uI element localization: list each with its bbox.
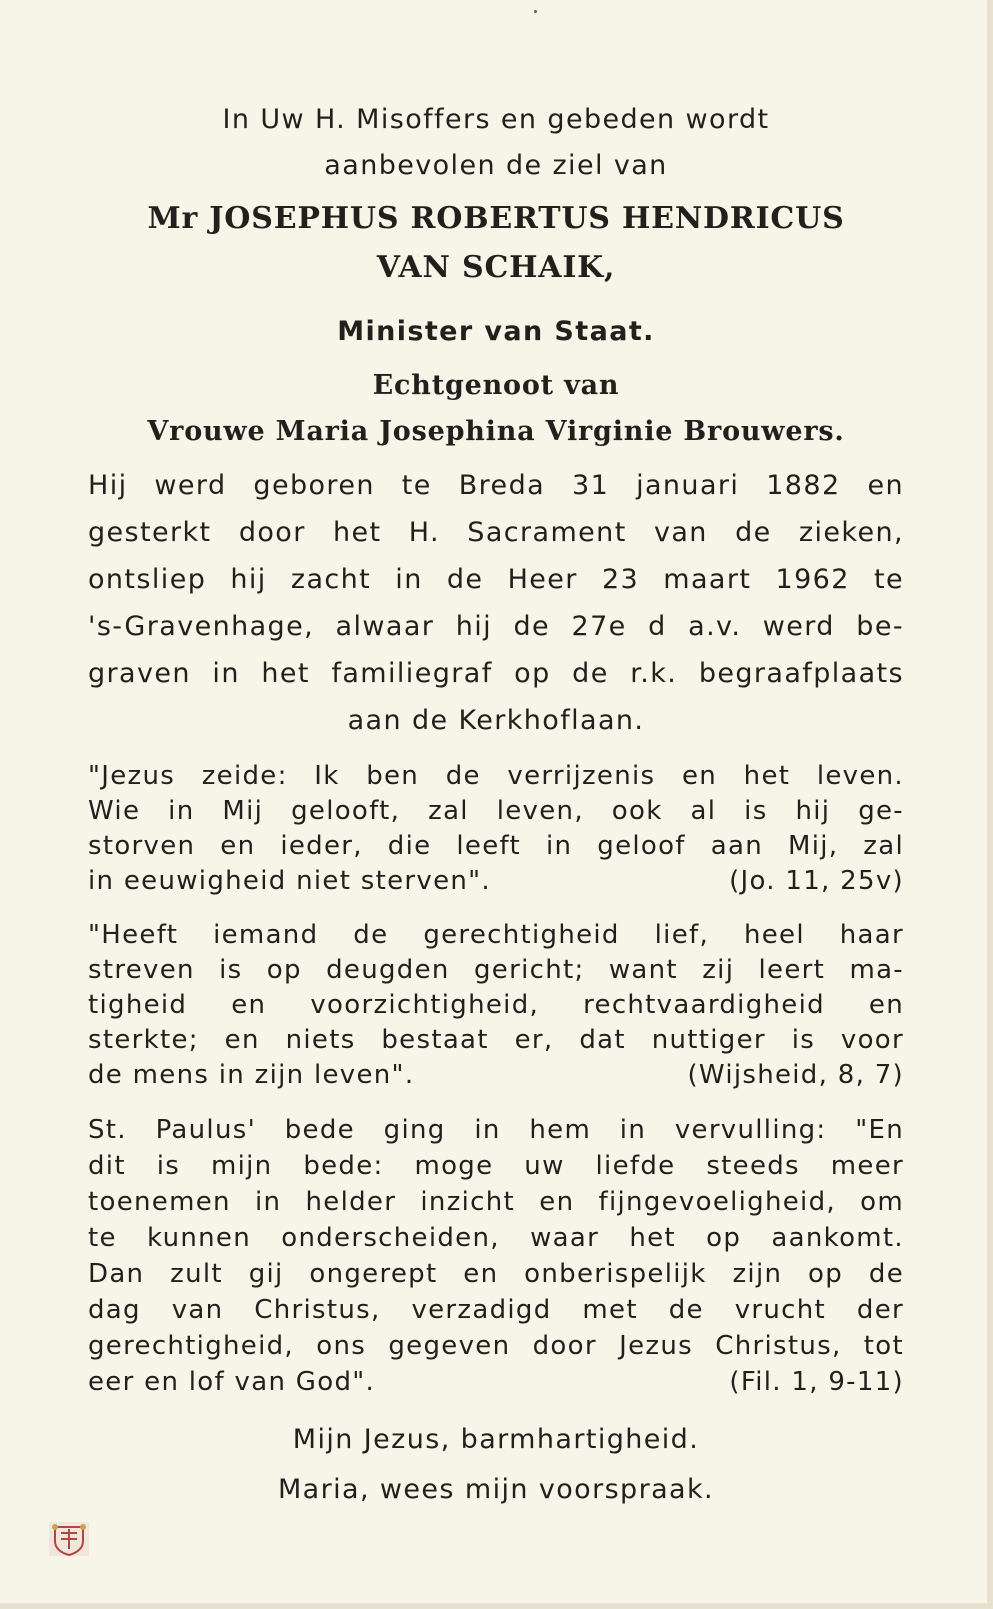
quote1-reference: (Jo. 11, 25v)	[729, 866, 904, 896]
quote3-line: toenemen in helder inzicht en fijngevoeligheid, om	[88, 1187, 904, 1217]
biography-line: graven in het familiegraf op de r.k. begraafplaats	[88, 658, 904, 689]
deceased-name-line-2: VAN SCHAIK,	[376, 250, 616, 285]
spouse-intro: Echtgenoot van	[372, 370, 620, 401]
quote3-line: gerechtigheid, ons gegeven door Jezus Christus, tot	[88, 1331, 904, 1361]
prayer-line-2: Maria, wees mijn voorspraak.	[277, 1474, 715, 1505]
quote2-reference: (Wijsheid, 8, 7)	[687, 1060, 904, 1090]
quote1-line: "Jezus zeide: Ik ben de verrijzenis en het leven.	[88, 761, 904, 791]
quote3-line: Dan zult gij ongerept en onberispelijk zijn op de	[88, 1259, 904, 1289]
intro-line-1: In Uw H. Misoffers en gebeden wordt	[222, 104, 770, 135]
quote2-text: de mens in zijn leven".	[88, 1060, 415, 1090]
prayer-line-1: Mijn Jezus, barmhartigheid.	[292, 1424, 700, 1455]
biography-line: ontsliep hij zacht in de Heer 23 maart 1962 te	[88, 564, 904, 595]
quote1-line: Wie in Mij gelooft, zal leven, ook al is hij ge-	[88, 796, 904, 826]
quote2-line: tigheid en voorzichtigheid, rechtvaardigheid en	[88, 990, 904, 1020]
deceased-name-line-1: Mr JOSEPHUS ROBERTUS HENDRICUS	[147, 201, 845, 236]
quote3-text: eer en lof van God".	[88, 1367, 376, 1397]
quote3-line: te kunnen onderscheiden, waar het op aankomt.	[88, 1223, 904, 1253]
quote1-text: in eeuwigheid niet sterven".	[88, 866, 491, 896]
spouse-name: Vrouwe Maria Josephina Virginie Brouwers.	[147, 416, 845, 447]
coat-of-arms-icon	[47, 1519, 91, 1559]
biography-line: Hij werd geboren te Breda 31 januari 1882 en	[88, 470, 904, 501]
quote3-line: dit is mijn bede: moge uw liefde steeds meer	[88, 1151, 904, 1181]
intro-line-2: aanbevolen de ziel van	[324, 150, 668, 181]
quote3-last-line	[88, 1364, 904, 1400]
biography-line: gesterkt door het H. Sacrament van de zieken,	[88, 517, 904, 548]
quote3-reference: (Fil. 1, 9-11)	[729, 1367, 904, 1397]
quote3-line: St. Paulus' bede ging in hem in vervulling: "En	[88, 1115, 904, 1145]
deceased-title: Minister van Staat.	[337, 316, 655, 347]
quote2-last-line	[88, 1057, 904, 1093]
quote1-line: storven en ieder, die leeft in geloof aan Mij, zal	[88, 831, 904, 861]
quote1-last-line	[88, 863, 904, 899]
biography-line: 's-Gravenhage, alwaar hij de 27e d a.v. werd be-	[88, 611, 904, 642]
paper-speck	[534, 10, 537, 13]
quote2-line: sterkte; en niets bestaat er, dat nuttiger is voor	[88, 1025, 904, 1055]
quote3-line: dag van Christus, verzadigd met de vrucht der	[88, 1295, 904, 1325]
quote2-line: streven is op deugden gericht; want zij leert ma-	[88, 955, 904, 985]
biography-line: aan de Kerkhoflaan.	[347, 705, 645, 736]
quote2-line: "Heeft iemand de gerechtigheid lief, heel haar	[88, 920, 904, 950]
